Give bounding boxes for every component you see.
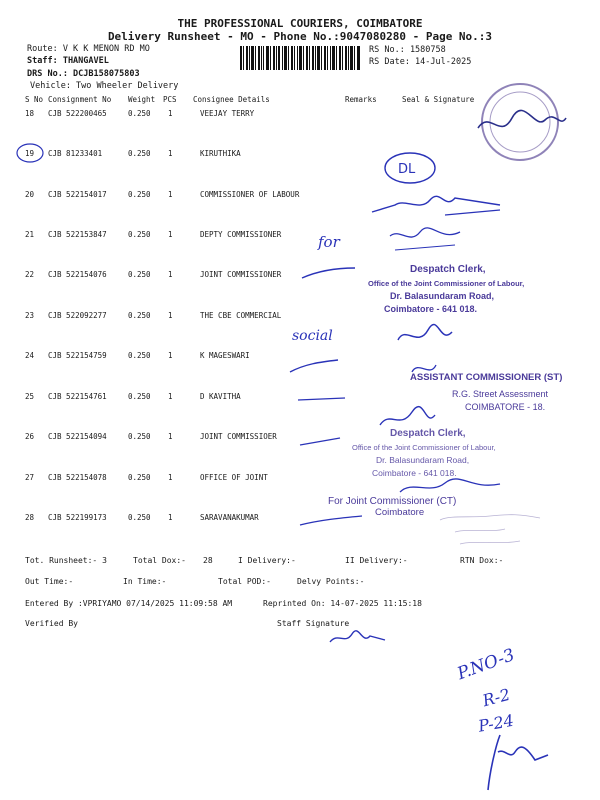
- row-weight: 0.250: [128, 311, 151, 320]
- row-consignee: DEPTY COMMISSIONER: [200, 230, 282, 239]
- route-label: Route: V K K MENON RD MO: [27, 44, 150, 54]
- row-pcs: 1: [168, 230, 173, 239]
- row-consignment: CJB 81233401: [48, 149, 103, 158]
- row-pcs: 1: [168, 473, 173, 482]
- barcode: [240, 46, 360, 70]
- in-time: In Time:-: [123, 577, 167, 586]
- runsheet-title: Delivery Runsheet - MO - Phone No.:9047080280 - Page No.:3: [107, 30, 493, 43]
- svg-text:COIMBATORE - 18.: COIMBATORE - 18.: [465, 402, 546, 412]
- row-weight: 0.250: [128, 270, 151, 279]
- bottom-signature: [488, 735, 548, 790]
- row-consignment: CJB 522154761: [48, 392, 107, 401]
- table-row: [0, 351, 600, 365]
- svg-text:Office of the Joint Commission: Office of the Joint Commissioner of Labour,: [352, 443, 496, 452]
- table-row: [0, 149, 600, 163]
- row-consignee: KIRUTHIKA: [200, 149, 241, 158]
- col-consignee: Consignee Details: [193, 95, 270, 104]
- row-weight: 0.250: [128, 392, 151, 401]
- row-pcs: 1: [168, 513, 173, 522]
- rs-number: RS No.: 1580758: [369, 45, 446, 55]
- rs-date: RS Date: 14-Jul-2025: [369, 57, 472, 67]
- row-consignee: OFFICE OF JOINT: [200, 473, 268, 482]
- row-sno: 25: [25, 392, 35, 401]
- row-pcs: 1: [168, 149, 173, 158]
- row-consignment: CJB 522154094: [48, 432, 107, 441]
- svg-text:Coimbatore - 641 018.: Coimbatore - 641 018.: [372, 468, 457, 478]
- reprinted-on: Reprinted On: 14-07-2025 11:15:18: [263, 599, 422, 608]
- table-row: [0, 513, 600, 527]
- staff-signature-label: Staff Signature: [277, 619, 350, 628]
- row-sno: 19: [25, 149, 35, 158]
- verified-by: Verified By: [25, 619, 78, 628]
- col-remarks: Remarks: [345, 95, 377, 104]
- row-weight: 0.250: [128, 432, 151, 441]
- staff-signature: [330, 631, 385, 642]
- page-number-note: P.NO-3: [454, 645, 518, 685]
- rtn-dox: RTN Dox:-: [460, 556, 504, 565]
- row-consignee: COMMISSIONER OF LABOUR: [200, 190, 300, 199]
- delvy-points: Delvy Points:-: [297, 577, 365, 586]
- table-row: [0, 392, 600, 406]
- row-consignment: CJB 522154759: [48, 351, 107, 360]
- ii-delivery: II Delivery:-: [345, 556, 408, 565]
- row-pcs: 1: [168, 432, 173, 441]
- row-pcs: 1: [168, 270, 173, 279]
- row-weight: 0.250: [128, 513, 151, 522]
- company-title: THE PROFESSIONAL COURIERS, COIMBATORE: [177, 17, 423, 30]
- row-consignee: D KAVITHA: [200, 392, 241, 401]
- svg-text:Office of the Joint Commission: Office of the Joint Commissioner of Labour,: [368, 279, 525, 288]
- dl-handwriting: DL: [398, 162, 416, 177]
- for-handwriting: for: [318, 233, 340, 251]
- r-note: R-2: [480, 684, 513, 711]
- total-pod: Total POD:-: [218, 577, 271, 586]
- row-consignment: CJB 522154017: [48, 190, 107, 199]
- row-consignee: JOINT COMMISSIONER: [200, 270, 282, 279]
- tot-runsheet: Tot. Runsheet:- 3: [25, 556, 107, 565]
- svg-text:For Joint Commissioner (CT): For Joint Commissioner (CT): [328, 496, 457, 507]
- svg-text:Dr. Balasundaram Road,: Dr. Balasundaram Road,: [390, 291, 495, 301]
- row-weight: 0.250: [128, 473, 151, 482]
- row-consignment: CJB 522200465: [48, 109, 107, 118]
- row-sno: 24: [25, 351, 35, 360]
- out-time: Out Time:-: [25, 577, 74, 586]
- table-row: [0, 311, 600, 325]
- entered-by: Entered By :VPRIYAMO 07/14/2025 11:09:58 AM: [25, 599, 233, 608]
- vehicle-label: Vehicle: Two Wheeler Delivery: [30, 81, 179, 91]
- svg-text:R.G. Street Assessment: R.G. Street Assessment: [452, 389, 549, 399]
- row-consignee: JOINT COMMISSIOER: [200, 432, 277, 441]
- row-sno: 21: [25, 230, 35, 239]
- row-consignee: SARAVANAKUMAR: [200, 513, 259, 522]
- row-consignee: THE CBE COMMERCIAL: [200, 311, 282, 320]
- row-consignee: VEEJAY TERRY: [200, 109, 255, 118]
- row-sno: 28: [25, 513, 35, 522]
- signature: [398, 324, 452, 340]
- row-pcs: 1: [168, 311, 173, 320]
- col-weight: Weight: [128, 95, 156, 104]
- table-row: [0, 230, 600, 244]
- i-delivery: I Delivery:-: [238, 556, 296, 565]
- svg-text:Dr. Balasundaram Road,: Dr. Balasundaram Road,: [376, 455, 470, 465]
- row-weight: 0.250: [128, 149, 151, 158]
- p-note: P-24: [476, 710, 516, 736]
- svg-text:ASSISTANT COMMISSIONER (ST): ASSISTANT COMMISSIONER (ST): [410, 372, 563, 383]
- row-consignment: CJB 522154076: [48, 270, 107, 279]
- row-sno: 18: [25, 109, 35, 118]
- row-sno: 27: [25, 473, 35, 482]
- row-weight: 0.250: [128, 351, 151, 360]
- social-handwriting: social: [292, 328, 333, 344]
- row-sno: 20: [25, 190, 35, 199]
- col-consignment: Consignment No: [48, 95, 112, 104]
- row-consignment: CJB 522153847: [48, 230, 107, 239]
- row-weight: 0.250: [128, 190, 151, 199]
- drs-number: DRS No.: DCJB158075803: [27, 69, 140, 79]
- row-consignment: CJB 522092277: [48, 311, 107, 320]
- table-row: [0, 432, 600, 446]
- row-pcs: 1: [168, 109, 173, 118]
- row-weight: 0.250: [128, 109, 151, 118]
- total-dox-value: 28: [203, 556, 213, 565]
- row-consignment: CJB 522199173: [48, 513, 107, 522]
- staff-label: Staff: THANGAVEL: [27, 56, 109, 66]
- row-pcs: 1: [168, 190, 173, 199]
- total-dox-label: Total Dox:-: [133, 556, 186, 565]
- svg-text:Despatch Clerk,: Despatch Clerk,: [410, 264, 486, 275]
- col-seal-signature: Seal & Signature: [402, 95, 475, 104]
- row-pcs: 1: [168, 392, 173, 401]
- row-pcs: 1: [168, 351, 173, 360]
- svg-text:Coimbatore: Coimbatore: [375, 507, 425, 518]
- row-sno: 23: [25, 311, 35, 320]
- table-row: [0, 473, 600, 487]
- row-consignment: CJB 522154078: [48, 473, 107, 482]
- row-sno: 22: [25, 270, 35, 279]
- table-row: [0, 270, 600, 284]
- signature: [380, 407, 435, 425]
- svg-text:Coimbatore - 641 018.: Coimbatore - 641 018.: [384, 304, 478, 314]
- table-row: [0, 109, 600, 123]
- col-pcs: PCS: [163, 95, 177, 104]
- col-sno: S No: [25, 95, 44, 104]
- row-sno: 26: [25, 432, 35, 441]
- svg-text:Despatch Clerk,: Despatch Clerk,: [390, 428, 466, 439]
- row-consignee: K MAGESWARI: [200, 351, 250, 360]
- table-row: [0, 190, 600, 204]
- row-weight: 0.250: [128, 230, 151, 239]
